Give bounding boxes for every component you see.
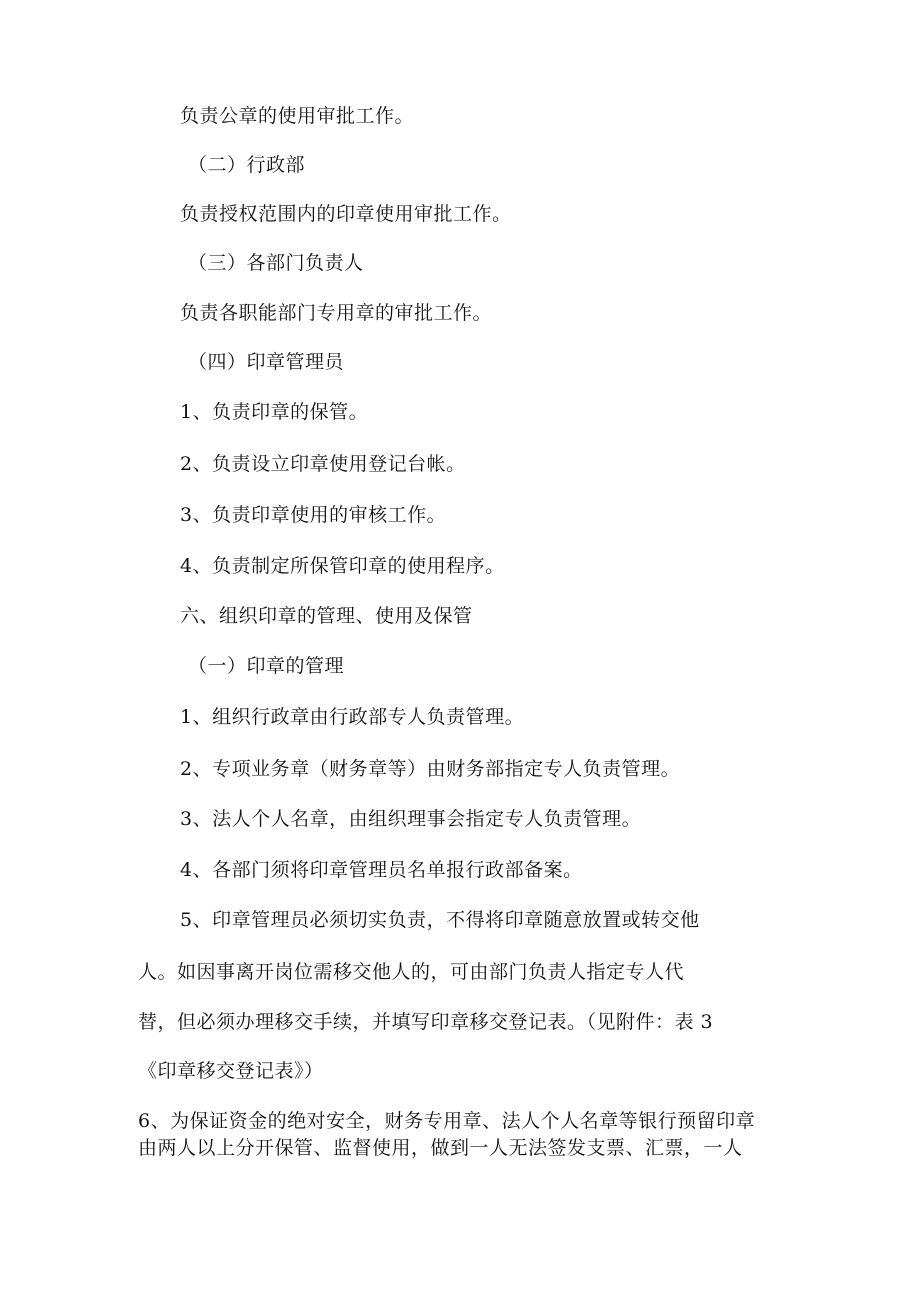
subsection-heading: （三）各部门负责人 <box>188 252 364 274</box>
list-item: 5、印章管理员必须切实负责，不得将印章随意放置或转交他 <box>180 909 700 931</box>
subsection-heading: （二）行政部 <box>188 154 306 176</box>
subsection-heading: （一）印章的管理 <box>188 655 345 677</box>
list-item: 1、组织行政章由行政部专人负责管理。 <box>180 706 525 728</box>
paragraph-line: 由两人以上分开保管、监督使用，做到一人无法签发支票、汇票，一人 <box>138 1137 743 1159</box>
paragraph-line: 负责公章的使用审批工作。 <box>180 105 415 127</box>
section-heading: 六、组织印章的管理、使用及保管 <box>180 605 473 627</box>
list-item: 4、各部门须将印章管理员名单报行政部备案。 <box>180 859 583 881</box>
paragraph-line: 《印章移交登记表》） <box>138 1060 324 1082</box>
list-item: 2、专项业务章（财务章等）由财务部指定专人负责管理。 <box>180 758 681 780</box>
subsection-heading: （四）印章管理员 <box>188 351 345 373</box>
list-item: 3、法人个人名章，由组织理事会指定专人负责管理。 <box>180 808 642 830</box>
paragraph-line: 替，但必须办理移交手续，并填写印章移交登记表。（见附件：表 3 <box>138 1011 714 1033</box>
list-item: 2、负责设立印章使用登记台帐。 <box>180 453 466 475</box>
paragraph-line: 人。如因事离开岗位需移交他人的，可由部门负责人指定专人代 <box>138 961 685 983</box>
list-item: 4、负责制定所保管印章的使用程序。 <box>180 555 505 577</box>
list-item: 1、负责印章的保管。 <box>180 401 369 423</box>
paragraph-line: 负责各职能部门专用章的审批工作。 <box>180 302 493 324</box>
paragraph-line: 负责授权范围内的印章使用审批工作。 <box>180 203 512 225</box>
list-item: 3、负责印章使用的审核工作。 <box>180 504 447 526</box>
list-item: 6、为保证资金的绝对安全，财务专用章、法人个人名章等银行预留印章 <box>138 1110 756 1132</box>
